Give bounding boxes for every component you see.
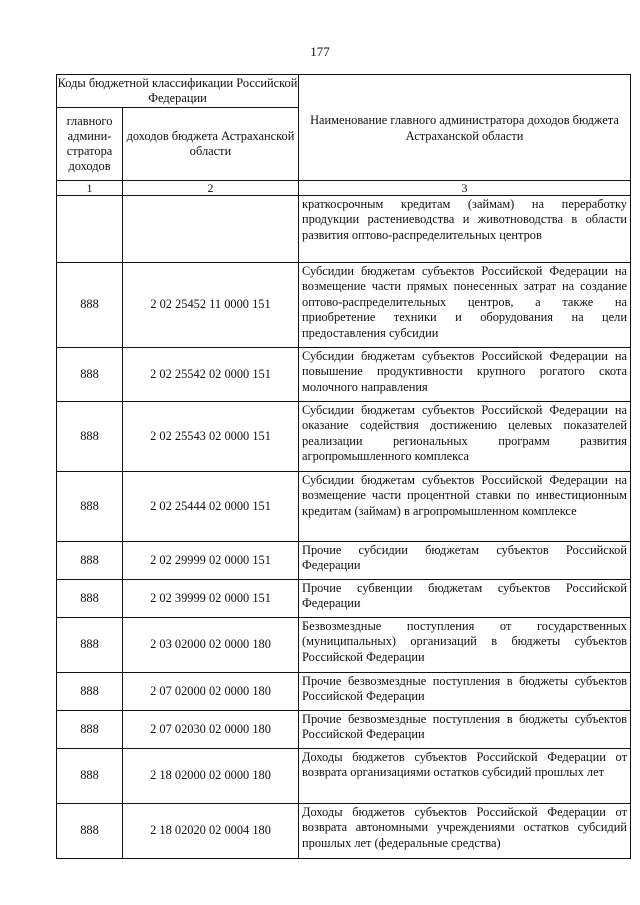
description-cell: Субсидии бюджетам субъектов Российской Федерации на возмещение части прямых понесенных затрат на создание оптово-распределительных центров, а также на приобретение техники и оборудования на цели предоставления субсидии (299, 263, 631, 348)
table-row (57, 618, 631, 673)
table-row (57, 402, 631, 472)
header-name-column: Наименование главного администратора доходов бюджета Астраханской области (299, 75, 631, 181)
budget-code-cell: 2 07 02000 02 0000 180 (123, 673, 299, 711)
table-row (57, 804, 631, 859)
page-number: 177 (310, 44, 330, 59)
admin-code-cell: 888 (57, 348, 123, 402)
table-row (57, 263, 631, 348)
table-row (57, 542, 631, 580)
table-row (57, 196, 631, 263)
column-number-row (57, 181, 631, 196)
admin-code-cell: 888 (57, 711, 123, 749)
budget-code-cell: 2 18 02020 02 0004 180 (123, 804, 299, 859)
header-group-title: Коды бюджетной классификации Российской Федерации (57, 75, 299, 108)
admin-code-cell: 888 (57, 402, 123, 472)
budget-code-cell: 2 02 25452 11 0000 151 (123, 263, 299, 348)
header-admin-column: главного админи-стратора доходов (57, 108, 123, 181)
description-cell: краткосрочным кредитам (займам) на переработку продукции растениеводства и животноводства в области развития оптово-распределительных центров (299, 196, 631, 263)
budget-code-cell: 2 02 39999 02 0000 151 (123, 580, 299, 618)
column-number-3: 3 (299, 181, 631, 196)
budget-code-cell: 2 02 25444 02 0000 151 (123, 472, 299, 542)
admin-code-cell: 888 (57, 804, 123, 859)
budget-code-cell: 2 18 02000 02 0000 180 (123, 749, 299, 804)
header-code-column: доходов бюджета Астраханской области (123, 108, 299, 181)
admin-code-cell (57, 196, 123, 263)
budget-code-cell: 2 02 29999 02 0000 151 (123, 542, 299, 580)
description-cell: Субсидии бюджетам субъектов Российской Федерации на повышение продуктивности крупного рогатого скота молочного направления (299, 348, 631, 402)
admin-code-cell: 888 (57, 472, 123, 542)
column-number-2: 2 (123, 181, 299, 196)
table-row (57, 749, 631, 804)
description-cell: Доходы бюджетов субъектов Российской Федерации от возврата организациями остатков субсидий прошлых лет (299, 749, 631, 804)
description-cell: Безвозмездные поступления от государственных (муниципальных) организаций в бюджеты субъектов Российской Федерации (299, 618, 631, 673)
table-row (57, 580, 631, 618)
table-row (57, 711, 631, 749)
table-row (57, 673, 631, 711)
budget-code-cell (123, 196, 299, 263)
admin-code-cell: 888 (57, 542, 123, 580)
description-cell: Прочие субвенции бюджетам субъектов Российской Федерации (299, 580, 631, 618)
admin-code-cell: 888 (57, 580, 123, 618)
description-cell: Прочие субсидии бюджетам субъектов Российской Федерации (299, 542, 631, 580)
description-cell: Субсидии бюджетам субъектов Российской Федерации на оказание содействия достижению целевых показателей реализации региональных программ развития агропромышленного комплекса (299, 402, 631, 472)
admin-code-cell: 888 (57, 749, 123, 804)
admin-code-cell: 888 (57, 618, 123, 673)
description-cell: Прочие безвозмездные поступления в бюджеты субъектов Российской Федерации (299, 711, 631, 749)
budget-classification-table (56, 74, 631, 859)
description-cell: Прочие безвозмездные поступления в бюджеты субъектов Российской Федерации (299, 673, 631, 711)
budget-code-cell: 2 03 02000 02 0000 180 (123, 618, 299, 673)
budget-code-cell: 2 07 02030 02 0000 180 (123, 711, 299, 749)
table-row (57, 472, 631, 542)
admin-code-cell: 888 (57, 263, 123, 348)
description-cell: Доходы бюджетов субъектов Российской Федерации от возврата автономными учреждениями остатков субсидий прошлых лет (федеральные средства) (299, 804, 631, 859)
admin-code-cell: 888 (57, 673, 123, 711)
description-cell: Субсидии бюджетам субъектов Российской Федерации на возмещение части процентной ставки по инвестиционным кредитам (займам) в агропромышленном комплексе (299, 472, 631, 542)
budget-code-cell: 2 02 25543 02 0000 151 (123, 402, 299, 472)
budget-code-cell: 2 02 25542 02 0000 151 (123, 348, 299, 402)
table-row (57, 348, 631, 402)
column-number-1: 1 (57, 181, 123, 196)
